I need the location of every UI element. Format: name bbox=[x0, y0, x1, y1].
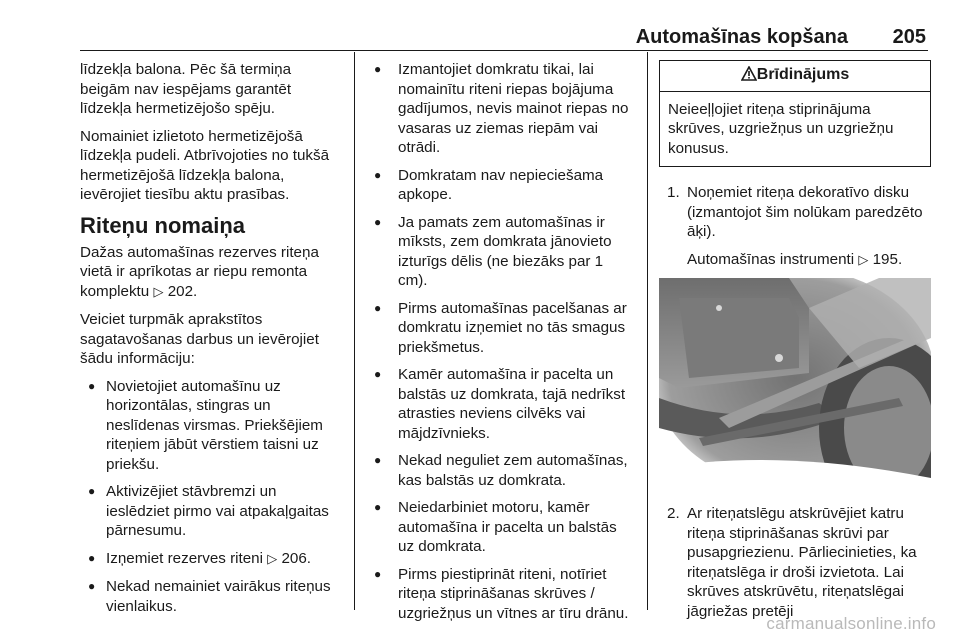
warning-title: Brīdinājums bbox=[756, 66, 850, 83]
paragraph: Veiciet turpmāk aprakstītos sagatavošanas darbus un ievērojiet šādu informāciju: bbox=[80, 311, 319, 367]
page-reference[interactable]: 202. bbox=[167, 282, 198, 300]
triangle-reference-icon: ▷ bbox=[267, 551, 278, 567]
warning-text: Neieeļļojiet riteņa stiprinājuma skrūves, uzgriežņus un uzgriežņu konusus. bbox=[668, 100, 894, 157]
triangle-reference-icon: ▷ bbox=[153, 284, 164, 300]
step-list bbox=[659, 183, 931, 270]
page-reference[interactable]: 206. bbox=[281, 549, 312, 567]
column-divider bbox=[354, 52, 355, 610]
step-subtext bbox=[687, 250, 931, 271]
step-text: Ar riteņatslēgu atskrūvējiet katru riteņa stiprināšanas skrūvi par pusapgriezienu. Pārliecinieties, ka riteņatslēga ir droši izvietota. Lai skrūves atskrūvētu, riteņatslēgai jāgriežas pretēji bbox=[687, 505, 917, 620]
paragraph bbox=[80, 243, 342, 303]
list-item bbox=[80, 549, 342, 570]
column-left bbox=[80, 60, 342, 624]
list-item: ● Novietojiet automašīnu uz horizontālas, stingras un neslīdenas virsmas. Priekšējiem riteņiem jābūt vērstiem taisni uz priekšu. bbox=[80, 377, 342, 475]
list-item: ● Domkratam nav nepieciešama apkope. bbox=[368, 166, 636, 205]
column-divider bbox=[647, 52, 648, 610]
column-right bbox=[659, 60, 931, 629]
list-item: ● Nekad neguliet zem automašīnas, kas balstās uz domkrata. bbox=[368, 451, 636, 490]
wheel-arch-photo bbox=[659, 278, 931, 490]
list-item: ● Aktivizējiet stāvbremzi un ieslēdziet pirmo vai atpakaļgaitas pārnesumu. bbox=[80, 482, 342, 541]
triangle-reference-icon: ▷ bbox=[858, 252, 869, 268]
watermark: carmanualsonline.info bbox=[766, 614, 936, 633]
bullet-list bbox=[80, 377, 342, 617]
list-item bbox=[659, 504, 931, 621]
section-title: Riteņu nomaiņa bbox=[80, 212, 246, 238]
list-item: ● Neiedarbiniet motoru, kamēr automašīna ir pacelta un balstās uz domkrata. bbox=[368, 498, 636, 557]
list-item: ● Pirms automašīnas pacelšanas ar domkratu izņemiet no tās smagus priekšmetus. bbox=[368, 299, 636, 358]
list-item: ● Pirms piestiprināt riteni, notīriet riteņa stiprināšanas skrūves / uzgriežņus un vītnes ar tīru drānu. bbox=[368, 565, 636, 624]
step-subtext-label: Automašīnas instrumenti bbox=[687, 250, 855, 268]
bullet-list bbox=[368, 60, 636, 623]
warning-triangle-icon bbox=[741, 66, 757, 81]
list-item-text: Izņemiet rezerves riteni bbox=[106, 549, 263, 567]
page-title: Automašīnas kopšana bbox=[635, 26, 848, 48]
list-item: ● Izmantojiet domkratu tikai, lai nomainītu riteni riepas bojājuma gadījumos, nevis mainot riepas no vasaras uz ziemas riepām vai otrādi. bbox=[368, 60, 636, 158]
paragraph-text: Dažas automašīnas rezerves riteņa vietā ir aprīkotas ar riepu remonta komplektu bbox=[80, 243, 319, 300]
list-item bbox=[659, 183, 931, 270]
warning-box bbox=[659, 60, 931, 167]
step-number: 1. bbox=[667, 184, 680, 201]
page-number: 205 bbox=[892, 26, 926, 48]
page-reference[interactable]: 195. bbox=[872, 250, 903, 268]
paragraph: līdzekļa balona. Pēc šā termiņa beigām nav iespējams garantēt līdzekļa hermetizējošo spēju. bbox=[80, 61, 292, 117]
list-item: ● Nekad nemainiet vairākus riteņus vienlaikus. bbox=[80, 577, 342, 616]
page-header bbox=[80, 22, 928, 51]
wheel-illustration bbox=[659, 278, 931, 490]
list-item: ● Kamēr automašīna ir pacelta un balstās uz domkrata, tajā nedrīkst atrasties neviens cilvēks vai mājdzīvnieks. bbox=[368, 365, 636, 443]
paragraph: Nomainiet izlietoto hermetizējošā līdzekļa pudeli. Atbrīvojoties no tukšā hermetizējošā līdzekļa balona, ievērojiet tiesību aktu prasības. bbox=[80, 127, 330, 203]
step-text: Noņemiet riteņa dekoratīvo disku (izmantojot šim nolūkam paredzēto āķi). bbox=[687, 184, 923, 240]
step-list bbox=[659, 504, 931, 621]
column-middle bbox=[368, 60, 636, 631]
step-number: 2. bbox=[667, 505, 680, 522]
warning-header bbox=[660, 61, 930, 92]
list-item: ● Ja pamats zem automašīnas ir mīksts, zem domkrata jānovieto izturīgs dēlis (ne biezāks par 1 cm). bbox=[368, 213, 636, 291]
